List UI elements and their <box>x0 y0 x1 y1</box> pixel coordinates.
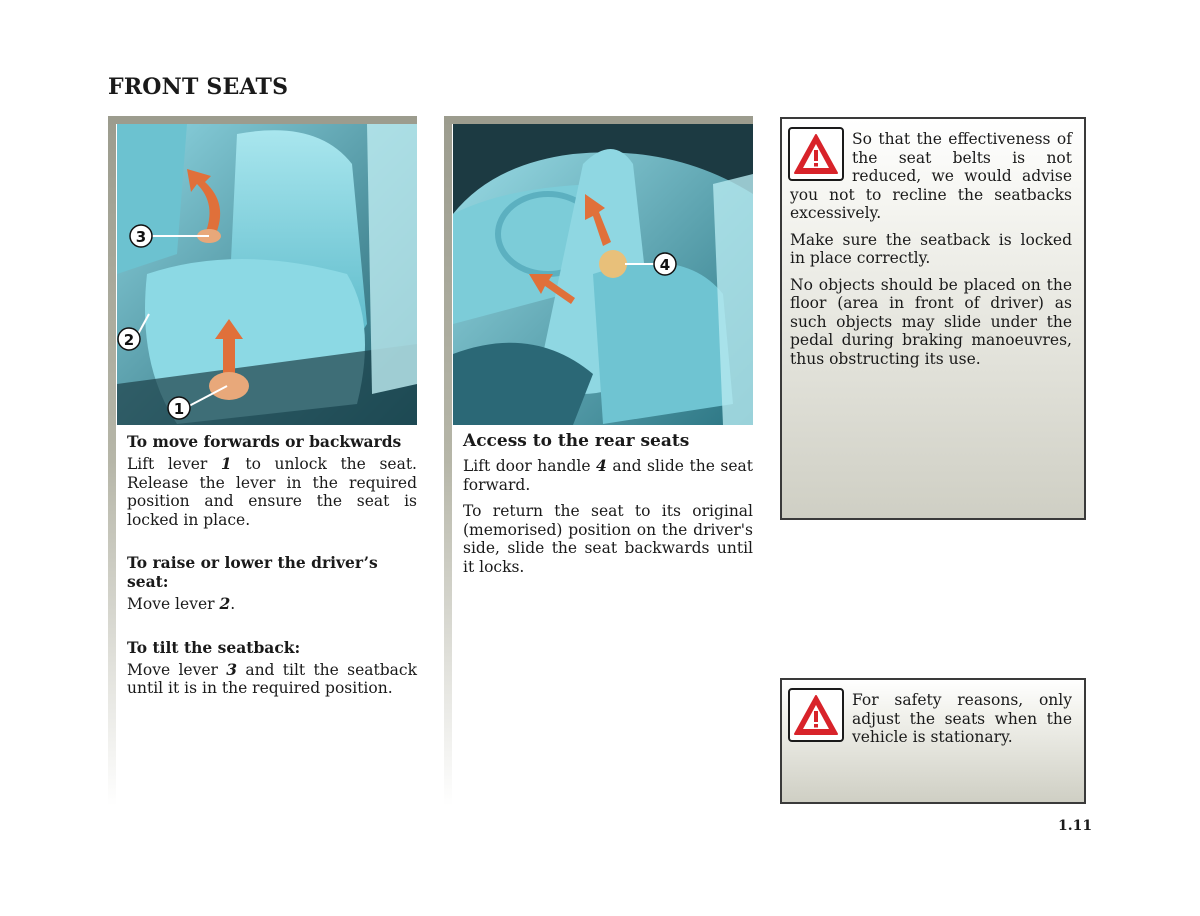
left-column-text <box>127 432 417 722</box>
callout-3-label: 3 <box>135 228 147 246</box>
handle-number: 4 <box>596 456 607 475</box>
lever-number: 2 <box>219 594 231 613</box>
rear-access-photo <box>453 124 753 425</box>
column-rule <box>444 116 452 806</box>
callout-1-label: 1 <box>173 400 185 418</box>
rear-access-text-1: Lift door handle 4 and slide the seat forward. <box>463 456 753 494</box>
callout-1 <box>168 397 190 419</box>
warning-triangle-icon <box>788 127 844 181</box>
warning-text-stationary: For safety reasons, only adjust the seats when the vehicle is stationary. <box>852 691 1072 746</box>
column-rule <box>108 116 116 806</box>
callout-4 <box>654 253 676 275</box>
rear-access-text-2: To return the seat to its original (memorised) position on the driver's side, slide the seat backwards until it locks. <box>463 502 753 576</box>
section-heading-raise: To raise or lower the driver’s seat: <box>127 553 378 591</box>
lever-number: 1 <box>220 454 232 473</box>
warning-box-seatbelts <box>780 117 1086 520</box>
page-title: FRONT SEATS <box>108 74 289 100</box>
middle-column-text <box>463 432 753 600</box>
warning-box-stationary <box>780 678 1086 804</box>
column-rule-top <box>444 116 753 124</box>
callout-2-label: 2 <box>123 331 135 349</box>
callout-3 <box>130 225 152 247</box>
page-number: 1.11 <box>1058 818 1093 834</box>
callout-2 <box>118 328 140 350</box>
warning-text-objects: No objects should be placed on the floor (area in front of driver) as such objects may slide under the pedal during braking manoeuvres, thus obstructing its use. <box>790 275 1072 368</box>
section-text-raise: Move lever 2. <box>127 594 236 613</box>
section-text-move: Lift lever 1 to unlock the seat. Release the lever in the required position and ensure the seat is locked in place. <box>127 454 417 529</box>
warning-text-recline: So that the effectiveness of the seat belts is not reduced, we would advise you not to recline the seatbacks excessively. <box>790 130 1072 222</box>
seat-adjustment-photo <box>117 124 417 425</box>
section-heading-tilt: To tilt the seatback: <box>127 637 301 657</box>
section-text-tilt: Move lever 3 and tilt the seatback until it is in the required position. <box>127 659 417 697</box>
warning-text-locked: Make sure the seatback is locked in place correctly. <box>790 230 1072 267</box>
lever-number: 3 <box>226 659 238 679</box>
callout-4-label: 4 <box>659 256 671 274</box>
section-heading-move: To move forwards or backwards <box>127 432 402 451</box>
warning-triangle-icon <box>788 688 844 742</box>
section-heading-rear-access: Access to the rear seats <box>463 431 690 451</box>
column-rule-top <box>108 116 417 124</box>
